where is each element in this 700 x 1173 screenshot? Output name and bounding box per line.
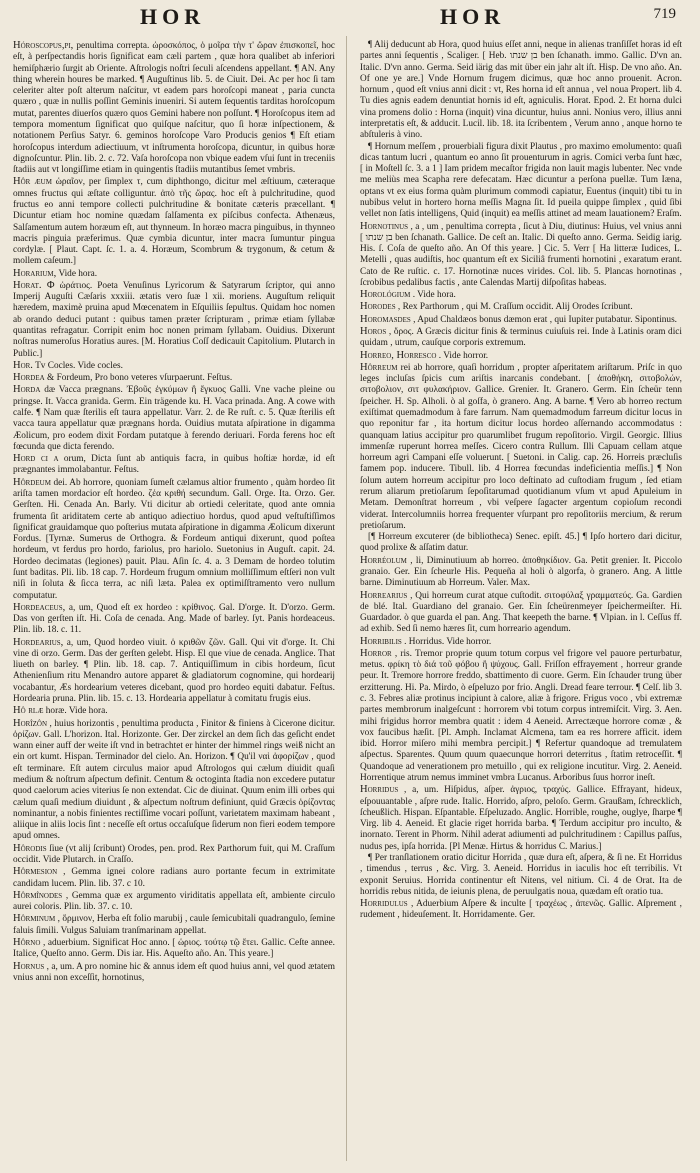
dictionary-entry (13, 705, 335, 717)
dictionary-entry (13, 384, 335, 453)
dictionary-entry (360, 221, 682, 290)
entry-headword: Hôrodis (13, 842, 47, 854)
entry-headword: Hôrmeſion (13, 866, 58, 878)
entry-text: , ris. Tremor proprie quum totum corpus vel frigore vel pauore perturbatur, metus. φρίκη τὸ διά τοῦ φόβου ἢ ψύχους. Gall. Friſſon effrayement , horreur grande peur. It. Tremore horrore freddo, sbattimento di cuore. Germ. Ein ſchauder trung über erzitterung. Hi. Pa. Mirdo, ò eſpeluzo por frio. Angli. Dread feare terrour. ¶ Celſ. lib 3. c. 3. Febres aliæ protinus incipiunt à calore, aliæ à frigore. Frigus voco , vbi extremæ partes membrorum inalgeſcunt : horrorem vbi totum corpus intremiſcit. Virg. 3. Aen. mihi frigidus horror membra quatit : idem 4 Aeneid. Arrectæque horrore comæ , & vox faucibus hæſit. [Pl. Amph. Inclamat Alcmena, tam ea res horrere afficit. idem ibid. Horror miſero mihi membra percipit.] ¶ Refertur quandoque ad tremulatem aſpectus. Sparentes. Quum quum quaecunque horrori deterritus , ſtatim retroceſſit. ¶ Quandoque ad venerationem pro metuillo , qui ex religione incutitur. Virg. 2. Aeneid. Horrentique atrum nemus imminet vmbra Lucanus. Arboribus ſuus horror ineſt. (360, 648, 682, 783)
entry-text: dæ Vacca prægnans. Ἐβοῦς ἐγκύμων ἢ ἔγκυος Galli. Vne vache pleine ou pringse. It. Vacca granida. Germ. Ein trägende ku. H. Vaca prinada. Ang. A cowe with calfe. ¶ Nam quæ ſterilis eſt taura appellatur. Varr. 2. de Re ruſt. c. 5. Quæ ſterilis eſt vacca taura appellatur quæ prægnans horda. Ouidius mutata aſpiratione in digamma Æolicum, pro eodem dixit Fordam putatque à ferendo deriuari. Forda ferens hoc eſt fœcunda que dicta ferendo. (13, 385, 335, 452)
dictionary-entry (13, 866, 335, 890)
entry-headword: Hóroſcopus,pi, (13, 40, 74, 51)
dictionary-entry (13, 637, 335, 706)
entry-text: , Qui horreum curat atque cuſtodit. σιτοφύλαξ γραμματεύς. Ga. Gardien de blé. Ital. Guardiano del granaio. Ger. Ein ſcheürenmeyer ſpeichermeiſter. Hi. Guardador. ò que guarda el pan. Ang. That keepeth the barne. ¶ Vlpian. in l. Ceſſus ff. ad exhib. Sed ſi nemo hæres ſit, cum horreario agendum. (360, 590, 682, 635)
entry-text: ſiue (vt alij ſcribunt) Orodes, pen. prod. Rex Parthorum fuit, qui M. Craſſum occidit. Vide Plutarch. in Craſſo. (13, 843, 335, 865)
entry-headword: Horror (360, 647, 392, 659)
dictionary-entry (360, 853, 682, 898)
entry-text: , a, um. A pro nomine hic & annus idem eſt quod huius anni, vel quod ætatem vnius anni non exceſſit, hornotinus, (13, 961, 335, 983)
entry-text: . Vide hora. (412, 290, 456, 301)
entry-text: & Fordeum, Pro bono veteres vſurpaerunt. Feſtus. (47, 373, 233, 384)
entry-headword: Hôrreum (360, 361, 398, 373)
entry-text: . Vide horror. (438, 350, 489, 361)
entry-text: , a , um , penultima correpta , ſicut à Diu, diutinus: Huius, vel vnius anni [ בן שנתו ben ſchanath. Gallice. De ceſt an. Italic. Di queſto anno. Germa. Seidig iarig. His. ſ. Coſa de queſto año. An Of this yeare. ] Cic. 5. Verr [ Ha litteræ Iudices, L. Metelli , quas audiſtis, hoc quantum eſt ex Siciliâ frumenti hornotini , exaratum erant. Cato de Re ruſtic. c. 17. Hornotinæ nuces virides. Col. lib. 5. Plancas hornotinas , ſcrobibus pedalibus factis , ante Calendas Martij diſpoſitas habeas. (360, 221, 682, 288)
entry-headword: Hôrno (13, 936, 41, 948)
dictionary-entry (360, 289, 682, 301)
dictionary-entry (13, 937, 335, 961)
entry-headword: Hô rlæ (13, 705, 44, 717)
entry-text: Tv Cocles. Vide cocles. (35, 360, 123, 371)
dictionary-entry (360, 555, 682, 590)
dictionary-entry (13, 961, 335, 985)
entry-headword: Horreo, Horreſco (360, 349, 437, 361)
running-header (0, 0, 700, 30)
entry-text: rei ab horrore, quaſi horridum , propter aſperitatem ariſtarum. Priſc in quo leges incluſas ſpicis cum ariſtis inarcanis condebant. [ ἀποθήκη, σιτοβολών, σιτοβολιον, σιτ φυλακήριον. Gallice. Grenier. It. Granero. Germ. Ein ſcheür tenn ſpeicher. H. Sp. Alholi. ò al goſfa, ò granero. Ang. A barne. ¶ Vero ab horreo rectum exiſtimat quemadmodum à fare farrum. Nam quemadmodum farreum dicitur locus in quo reponitur far , ita hortum dicitur locus hordeo aſſernando accommodatus : quanquam latius accipitur pro quarumlibet frugum repoſitorio. Virgil. Georgic. Illius immenſæ ruperunt horrea meſſes. Cicero contra Rullum. Illi Capuam cellam atque horreum agri Campani eſſe voluerunt. [ Suetoni. in Calig. cap. 26. Horreis præcluſis famem pop. inducere. Tibull. lib. 4 Horrea fœcundas indeficientia meſſis.] ¶ Non ſolum autem horreum accipitur pro loco deſtinato ad cuſtodiam frugum , ſed etiam rerum aliarum pretioſarum ſepoſitarumad quotidianum vſum vt apud Apuleium in Metam. Demonſtrat horreum , vbi veſpere ſagacter argentum copioſum recondi viderat. Intercolumniis horrea frequenter vſurpant pro repoſitoriis mercium, & rerum pretioſarum. (360, 362, 682, 531)
entry-text: penultima correpta. ὡροσκόπος, ὁ μοῖρα τὴν τ' ὥραν ἐπισκοπεῖ, hoc eſt, à perſpectandis horis ſignificat eam cæli partem , quæ hora qualibet ab inferiori hemiſphærio ſurgit ab Oriente. Aſtrologis noſtri ſeculi aſcendens appellant. ¶ AN. Any thing wherein houres be marked. ¶ Auguſtinus lib. 5. de Ciuit. Dei. Ac per hoc ſi tam celeriter alter poſt alterum naſcitur, vt eadem pars horoſcopi maneat , paria cuncta quæro , quæ in nullis poſſint Geminis inueniri. Si autem ſequentis tarditas horoſcopum mutat, parentes diuerſos quæro quos Gemini habere non poſſunt. ¶ Horoſcopus item ad tempora momentum ſignificat quo quiſque naſcitur, quo ſi horæ inſpectionem, & notationem Perſius Satyr. 6. geminos horoſcope Varo Producis genios ¶ Eſt etiam horoſcopus interdum adiectiuum, vt inſtrumenta horoſcopa, dicuntur, in quibus horæ dignoſcuntur. Plin. lib. 2. c. 72. Vaſa horoſcopa non vbique eadem vſui ſunt in treceniis ſtadiis aut vt longiſſime etiam in quingentis ſtadiis mutantibus ſemet vmbris. (13, 41, 335, 176)
right-column (360, 40, 682, 1165)
dictionary-entry (13, 718, 335, 843)
page-number: 719 (653, 6, 676, 22)
dictionary-entry (360, 648, 682, 784)
entry-headword: Horribilis (360, 635, 402, 647)
entry-text: Vide hora. (58, 268, 98, 279)
dictionary-entry (13, 913, 335, 937)
dictionary-entry (13, 372, 335, 384)
dictionary-entry (13, 280, 335, 360)
entry-headword: Horridus (360, 784, 399, 796)
dictionary-entry (13, 602, 335, 637)
entry-text: , Apud Chaldæos bonus dæmon erat , qui Iupiter putabatur. Sipontinus. (413, 314, 678, 325)
dictionary-entry (360, 326, 682, 350)
dictionary-entry (360, 40, 682, 142)
entry-headword: Horréolum (360, 554, 407, 566)
dictionary-entry (360, 590, 682, 636)
dictionary-entry (13, 453, 335, 477)
dictionary-entry (13, 890, 335, 914)
entry-text: ¶ Hornum meſſem , prouerbiali figura dixit Plautus , pro maximo emolumento: quaſi dicas tantum lucri , quantum eo anno ſit prouenturum in agris. Comici verba ſunt hæc, [ in Moſtell ſc. 3. a 1 ] Iam pridem mecaſtor frigida non lauit magis lubenter. Nec vnde me meliùs mea Scapha rere defecatam. Hæc dicuntur a perſona puellæ. Tum Iæna, optans vt ex eius forma quàm plurimum commodi capiatur, Euentus (inquit) tibi tu in nubibus velut in hortero horna meſſis Magna ſit. Id pueila quippe ſimplex , quid ſibi vellet non ſatis intelligens, Quid (inquit) ea meſſis attinet ad meam lauationem? Eraſm. (360, 141, 682, 220)
entry-headword: Hôrmînodes (13, 889, 63, 901)
entry-text: a, um, Quod eſt ex hordeo : κρίθινος. Gal. D'orge. It. D'orzo. Germ. Das von gerſten iſt. Hi. Coſa de cenada. Ang. Made of barley. ſyt. Panis hordeaceus. Plin. lib. 18. c. 11. (13, 602, 335, 636)
entry-headword: Horarium, (13, 267, 57, 279)
entry-text: ¶ Alij deducunt ab Hora, quod huius eſſet anni, neque in alienas tranſiſſet horas id eſt partes anni ſequentis , Scaliger. [ Heb. בן שנתו ben ſchanath. immo. Gallic. D'vn an. Italic. D'vn anno. Germa. Seid iärig das mit über ein jahr alt iſt. Hisp. De vno año. An. Of one ye are.] Vnde Hornum frugem dicimus, quæ hoc anno prouenit. Acron. hornum , quod eſt vnius anni dicit : vt, Res horna id eſt annua , vel noua Propert. lib 4. Tu dies agnis eadem denuntiat hornis id eſt, agniculis. Horat. Epod. 2. Et horna dulci vina promens dolio : Horna (inquit) vina dicuntur, huius anni. Nonius vero, illius anni interpretatis eſt, & adducit. Lucil. lib. 18. ita ſcribentem , Verum anno , anque horno te abſtuleris à vino. (360, 40, 682, 141)
entry-headword: Horda (13, 384, 41, 396)
entry-headword: Hordea (13, 372, 45, 384)
dictionary-entry (360, 142, 682, 221)
entry-headword: Hornotinus (360, 220, 409, 232)
dictionary-entry (360, 301, 682, 313)
entry-headword: Hornus (13, 960, 45, 972)
entry-headword: Horridulus (360, 898, 408, 910)
right-headword: HOR (440, 4, 506, 29)
dictionary-entry (360, 636, 682, 648)
entry-text: , Rex Parthorum , qui M. Craſſum occidit. Alij Orodes ſcribunt. (397, 302, 633, 313)
entry-text: horæ. Vide hora. (45, 706, 108, 717)
entry-headword: Horológium (360, 289, 411, 301)
dictionary-entry (13, 176, 335, 267)
column-divider (346, 36, 347, 1161)
entry-text: ὡράτιος. Poeta Venuſinus Lyricorum & Satyrarum ſcriptor, qui anno Imperij Auguſti Cæſaris xxxiii. ætatis vero ſuæ l xii. moriens. Auguſtum reliquit hæredem, maximè pruina apud Mœcenatem in Eſquiliis ſepultus. Quidam hoc nomen ab orando deduci putant : quibus tamen præter ſcripturam , primæ etiam ſyllabæ quantitas refragatur. Corripit enim hoc nonen primam ſyllabam. Ouidius. Dixerunt noſtras numeroſus Horatius aures. [M. Horatius Coſſ dedicauit Capitolium. Plutarch in Public.] (13, 280, 335, 359)
entry-headword: Horos (360, 326, 387, 338)
entry-text: , aduerbium. Significat Hoc anno. [ ὡριος. τούτῳ τῷ ἔτει. Gallic. Ceſte annee. Italice, Queſto anno. Germ. Dis iar. His. Aqueſto año. An. This yeare.] (13, 937, 335, 960)
entry-text: , ὅρμινον, Herba eſt folio marubij , caule ſemicubitali quadrangulo, ſemine faluis ſimili. Vulgus Saluiam tranſmarinam appellat. (13, 914, 335, 936)
entry-text: , li, Diminutiuum ab horreo. ἀποθηκίδιον. Ga. Petit grenier. It. Piccolo granaio. Ger. Ein ſcheurle His. Pequeña al holi ò algorfa, ò granero. Ang. A little barne. Diminutiuum ab Horreum. Valer. Max. (360, 555, 682, 589)
entry-text: . Horridus. Vide horror. (404, 636, 492, 647)
entry-headword: Hord ci a (13, 453, 59, 465)
entry-text: , Gemma quæ ex argumento viriditatis appellata eſt, ambiente circulo aurei coloris. Plin. lib. 37. c. 10. (13, 890, 335, 913)
left-column (13, 40, 335, 1165)
entry-headword: Horrearius (360, 589, 408, 601)
entry-headword: Hôrdeum (13, 476, 51, 488)
entry-headword: Hordearius, (13, 636, 64, 648)
dictionary-entry (360, 784, 682, 853)
entry-text: dei. Ab horrore, quoniam ſumeſt cælamus altior frumento , quàm hordeo ſit ariſta tamen mordacior eſt hordeo. ζέα κριθή secundum. Gall. Orge. Ita. Orzo. Ger. Gerſten. Hi. Cenada An. Barly. Vti dicitur ab ortiedi celeritate, quod ante omnia frumenta ſit ariditatem certe ab antiquo adiectiuo hordus, quod apud veſtuſtiſſimos ſignificat grauidamque quo poſterius mutata aſpiratione in digamma Æolicum dixerunt Fordus. [Tyrnæ. Sumerus de Orthogra. & Fordeum antiqui dixerunt, quod poſtea hordeum, vt ferdus pro hordo, fariolus, pro hariolo. Suetonius in Auguſt. capit. 24. Hordeo decimatas (legiones) pauit. Plau. Aſin ſc. 4. a. 3 Demam de hordeo tolutim ſunt baditas. Pli. lib. 18 cap. 7. Hordeum frugum omnium molliſſimum eſtſeri non vult niſi in ſoluta & ſicca terra, ac niſi læta. Palea ex optimiſſtramento vero nullum computatur. (13, 477, 335, 601)
entry-text: , huius horizontis , penultima producta , Finitor & finiens à Cicerone dicitur. ὁρίζων. Gall. L'horizon. Ital. Horizonte. Ger. Der zirckel an dem ſich das geſicht endet wann einer auff der weite iſt vnd in betrachtet er hinter der himmel rings weiß nicht an ein ort kumt. Hispan. Terminador del cielo. An. Horizon. ¶ Qu'il ναὶ ἀφορίζων , quod eſt terminare. Eſt autem circulus maior apud Aſtrologos qui cælum diuidit quaſi medium & noſtrum aſpectum definit. Centum & octoginta ſtadia non excedere putatur quod caelorum acies viterius ſe non extendat. Cic de diuinat. Quum enim illi orbes qui cælum quaſi medium diuidunt , & aſpectum noſtrum definiunt, quid Græcis ὁρίζοντας nominantur, a nobis finientes rectiſſime vocari poſſunt, varietatem maximam habeant , aliique in aliis locis ſint : neceſſe eſt ortus occaſuſque ſiderum non fieri eodem tempore apud omnes. (13, 718, 335, 842)
dictionary-entry (360, 532, 682, 555)
dictionary-entry (360, 898, 682, 922)
entry-text: , Gemma ignei colore radians auro portante fecum in extrimitate candidam lucem. Plin. lib. 37. c 10. (13, 867, 335, 889)
dictionary-entry (13, 360, 335, 372)
dictionary-entry (13, 477, 335, 602)
dictionary-entry (360, 362, 682, 532)
entry-text: , Aduerbium Aſpere & inculte [ τραχέως , ἀπενῶς. Gallic. Aſprement , rudement , hideuſement. It. Horridamente. Ger. (360, 899, 682, 921)
entry-text: ¶ Per tranſlationem oratio dicitur Horrida , quæ dura eſt, aſpera, & ſi ne. Et Horridus , timendus , terrus , &c. Virg. 3. Aeneid. Horridus in iaculis hoc eſt terribilis. Vt exponit Seruius. Horrida continentur eſt Nitens, vel nitium. Ci. 4 de Orat. Ita de horridis rebus nitida, de ieiunis plena, de peruulgatis noua, quædam eſt oratio tua. (360, 852, 682, 897)
dictionary-entry (13, 40, 335, 176)
dictionary-entry (360, 350, 682, 362)
entry-text: , a, um. Hiſpidus, aſper. ἀγριος, τραχύς. Gallice. Effrayant, hideux, eſpouuantable , aſpre rude. Italic. Horrido, aſpro, peloſo. Germ. Graußam, ſchrecklich, ſcheußlich. Hispan. Eſpantable. Eſpeluzado. Anglic. Horrible, roughe, ouglye, ſharpe ¶ Virg. lib 4. Aeneid. Et glacie riget horrida barba. ¶ Terdum accipitur pro inculto, & inornato. Terent in Phorm. Nihil aderat adiumenti ad pulchritudinem : Capillus paſſus, nudus pes, ipſa horrida. [Pl Menæ. Hirtus & horridus C. Marius.] (360, 785, 682, 852)
entry-headword: Horîzôn (13, 717, 48, 729)
entry-headword: Hôrminum (13, 913, 56, 925)
entry-text: a, um, Quod hordeo viuit. ὁ κριθῶν ζῶν. Gall. Qui vit d'orge. It. Chi vine di orzo. Germ. Das der gerſten gelebt. Hisp. El que viue de cenada. Anglice. That liueth on barley. ¶ Plin. lib. 18. cap. 7. Antiquiſſimum in cibis hordeum, ſicut Athenienſium ritu Menandro autore apparet & gladiatorum cognomine, qui hordearij vocabantur, Æs hordearium veteres dicebant, quod pro hordeo equiti dabatur. Feſtus. Hordearia pruna. Plin. lib. 15. c. 13. Hordearia appellatur à comitatu frugis eius. (13, 637, 335, 705)
dictionary-entry (13, 843, 335, 867)
entry-text: , ὅρος. A Græcis dicitur finis & terminus cuiuſuis rei. Inde à Latinis oram dici quidam , utrum, cauſque corporis extremum. (360, 327, 682, 349)
entry-headword: Horodes (360, 301, 396, 313)
entry-headword: Hôr æum (13, 176, 52, 188)
entry-text: orum, Dicta ſunt ab antiquis facra, in quibus hoſtiæ hordæ, id eſt prægnantes immolabantur. Feſtus. (13, 454, 335, 476)
entry-headword: Horat. Φ (13, 279, 55, 291)
dictionary-entry (360, 314, 682, 326)
entry-headword: Hordeaceus, (13, 601, 66, 613)
dictionary-entry (13, 268, 335, 280)
entry-text: ὡραῖον, per ſimplex τ, cum diphthongo, dicitur mel æſtiuum, cæteraque omnes fructus qui æſtate colliguntur. ἀπὸ τῆς ὥρας. hoc eſt à pulchritudine, quod fructus eo anni tempore collecti pulchritudine & bonitate cæteris præcellant. ¶ Dicuntur etiam hoc nomine quædam ſalſamenta ex piſcibus confecta. Athenæus, Salſamentum autem horæum eſt, aut thynneum. In horæo macra pinguibus, in thynneo macris pinguia præferimus. Quæ cymbia dicuntur, inter macra ſumuntur pingua cordylæ. [ Plaut. Capt. ſc. 1. a. 4. Horæum, Scombrum & trygonum, & cetum & mollem caſeum.] (13, 177, 335, 267)
entry-text: [¶ Horreum excuterer (de bibliotheca) Senec. epiſt. 45.] ¶ Ipſo hortero dari dicitur, quod prolixe & aſſatim datur. (360, 532, 682, 554)
left-headword: HOR (140, 4, 206, 29)
entry-headword: Hor. (13, 359, 33, 371)
entry-headword: Horomasdes (360, 313, 411, 325)
